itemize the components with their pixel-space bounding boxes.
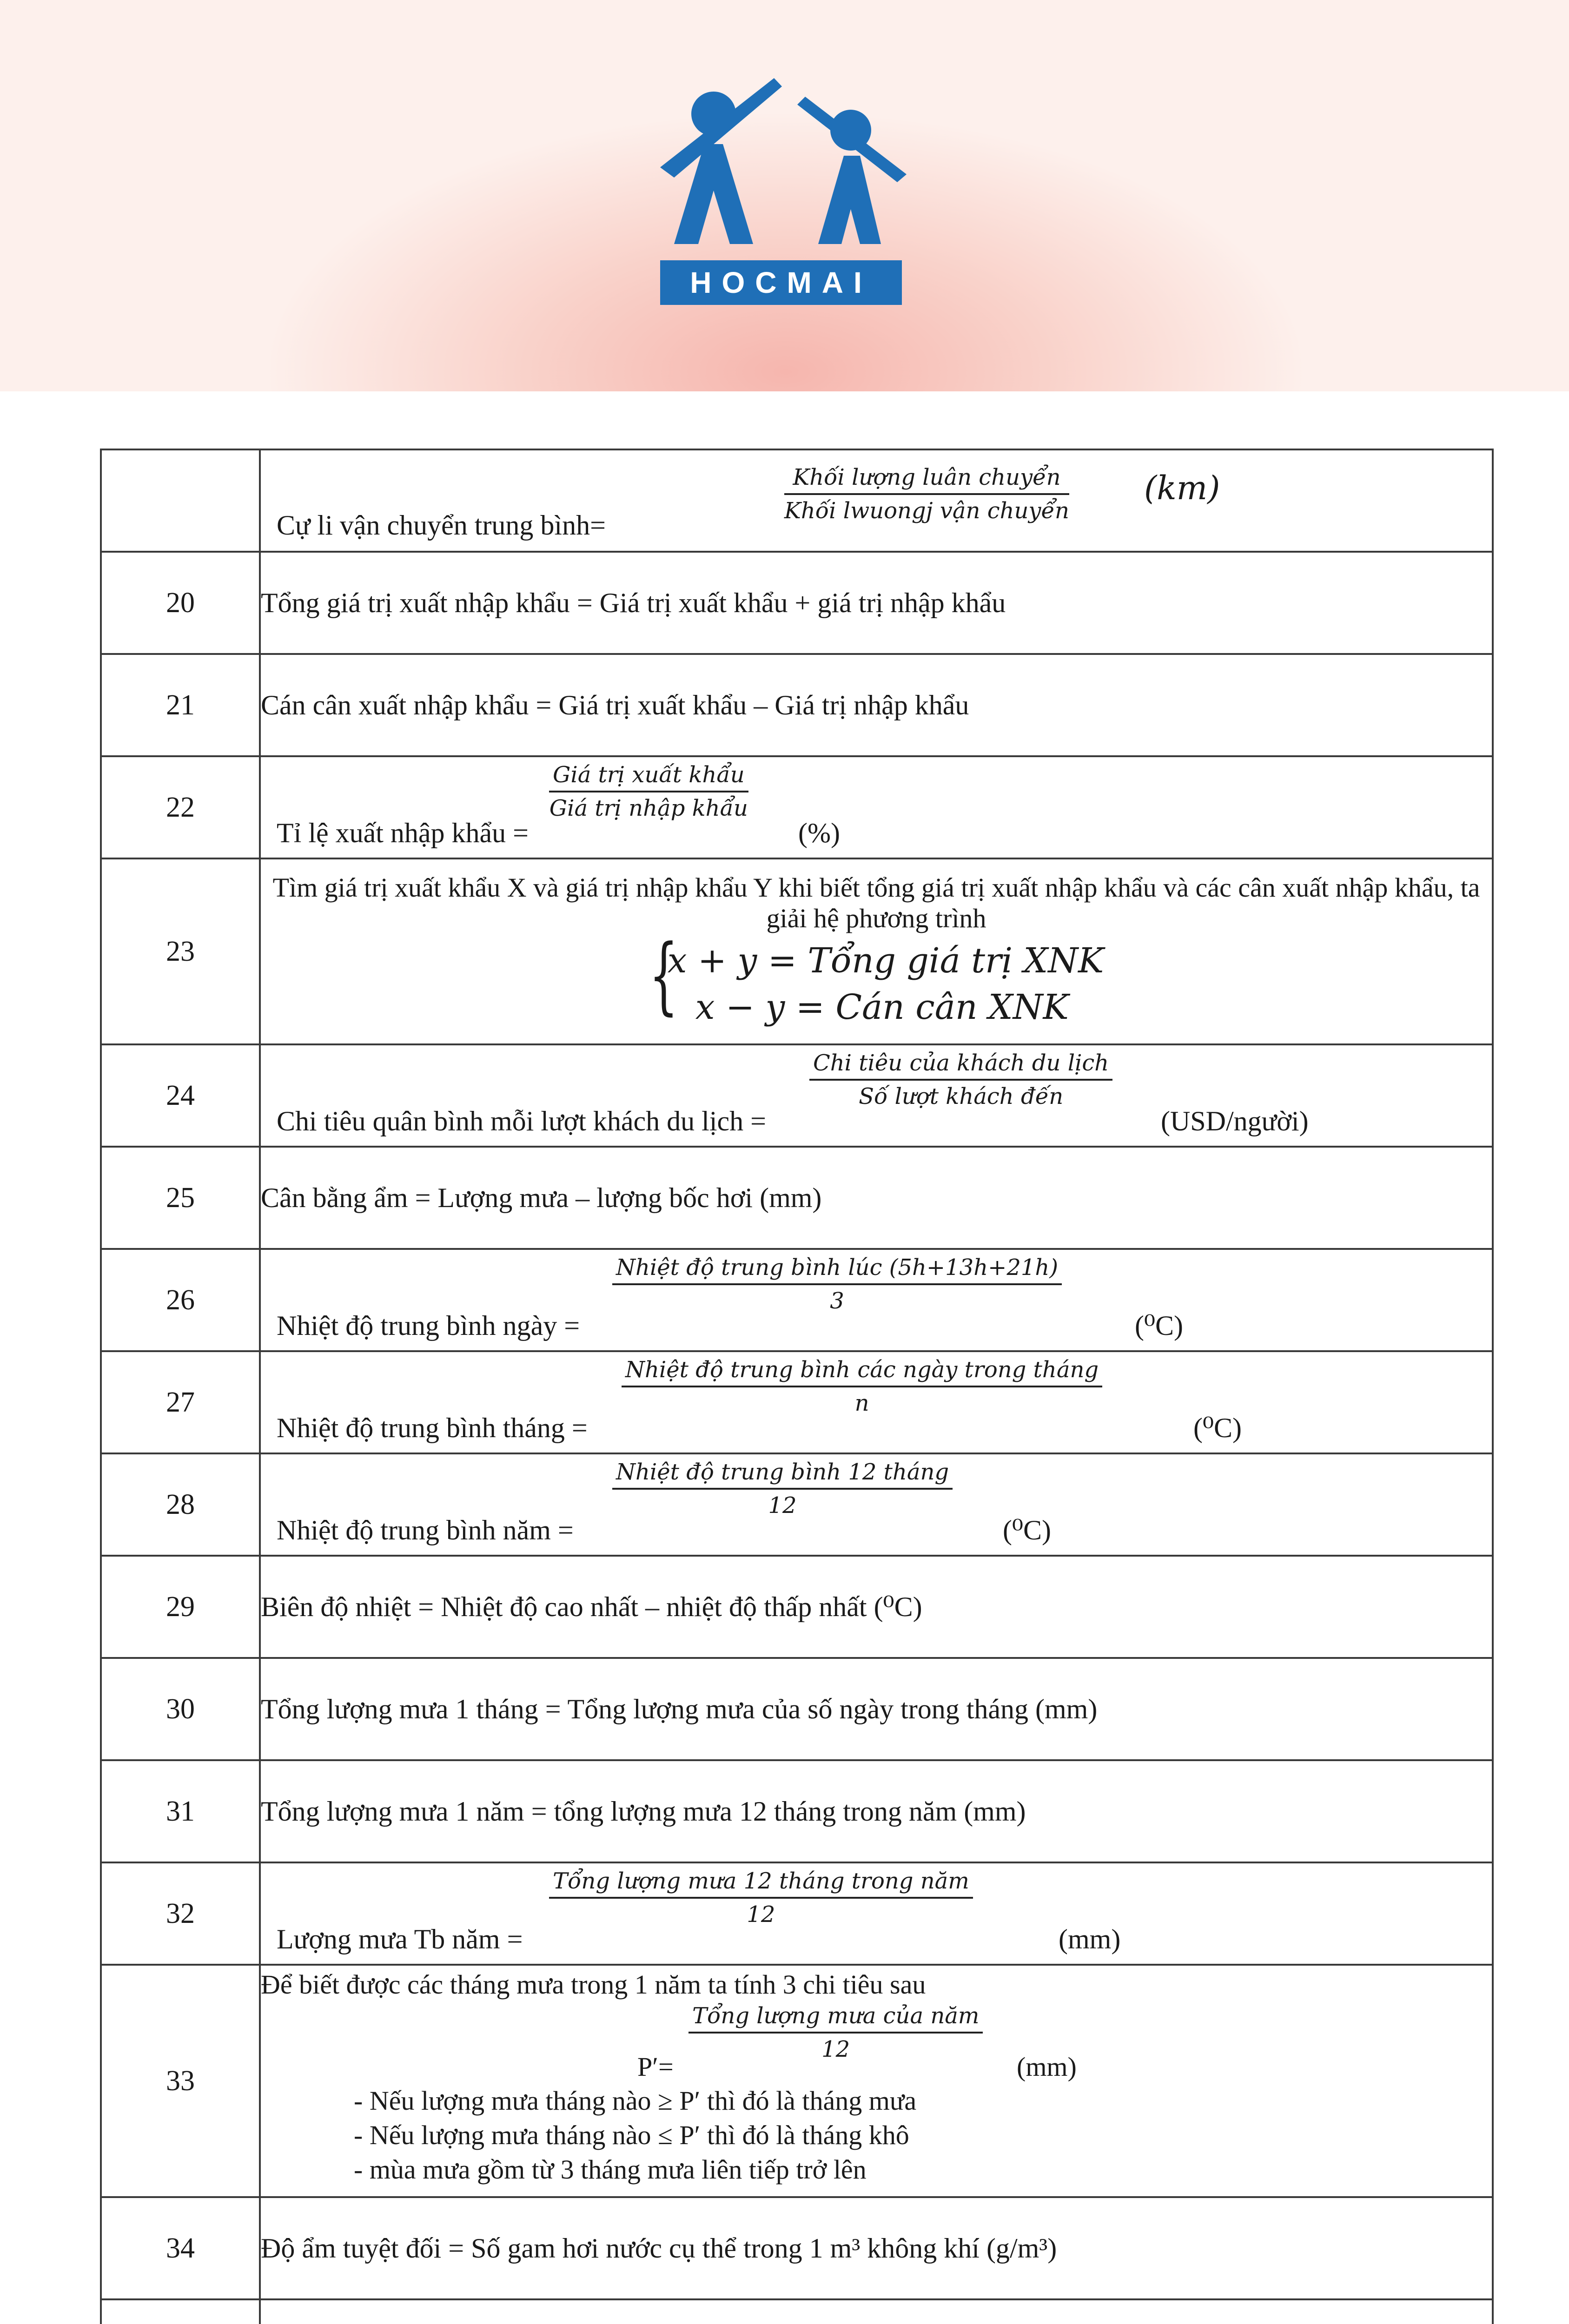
- formula-text: Cân bằng ẩm = Lượng mưa – lượng bốc hơi (mm): [260, 1147, 1493, 1249]
- row-number: 34: [101, 2197, 260, 2299]
- denominator: Giá trị nhập khẩu: [549, 795, 748, 821]
- formula-text: Tổng lượng mưa 1 năm = tổng lượng mưa 12 tháng trong năm (mm): [260, 1760, 1493, 1862]
- denominator: n: [854, 1390, 869, 1416]
- numerator: Khối lượng luân chuyển: [784, 462, 1069, 495]
- table-row: [101, 654, 1493, 756]
- fraction: [689, 2000, 983, 2065]
- row-number: 28: [101, 1453, 260, 1556]
- unit-label: (mm): [1017, 2052, 1077, 2082]
- row-number: 27: [101, 1351, 260, 1453]
- table-row: [101, 1044, 1493, 1147]
- row-number: 25: [101, 1147, 260, 1249]
- fraction: [809, 1047, 1112, 1112]
- numerator: Giá trị xuất khẩu: [549, 759, 748, 792]
- table-row: [101, 1556, 1493, 1658]
- unit-label: (km): [1144, 469, 1220, 507]
- row-number: 30: [101, 1658, 260, 1760]
- formula-intro: Tìm giá trị xuất khẩu X và giá trị nhập khẩu Y khi biết tổng giá trị xuất nhập khẩu và các cân xuất nhập khẩu, ta giải hệ phương trình: [272, 872, 1480, 933]
- row-number: 32: [101, 1862, 260, 1965]
- table-row: [101, 1147, 1493, 1249]
- fraction: [549, 1865, 973, 1930]
- table-row: [101, 1453, 1493, 1556]
- formula-cell: [260, 449, 1493, 552]
- table-row: [101, 1862, 1493, 1965]
- formula-text: Tổng giá trị xuất nhập khẩu = Giá trị xuất khẩu + giá trị nhập khẩu: [260, 552, 1493, 654]
- p-formula: [261, 2000, 1492, 2084]
- formula-label: Tỉ lệ xuất nhập khẩu =: [277, 818, 529, 848]
- formula-label: Nhiệt độ trung bình tháng =: [277, 1413, 588, 1443]
- table-row: [101, 858, 1493, 1044]
- row-number: 31: [101, 1760, 260, 1862]
- formula-cell: [260, 1044, 1493, 1147]
- row-number: 26: [101, 1249, 260, 1351]
- unit-label: (%): [798, 818, 840, 848]
- formula-text: Độ ẩm tuyệt đối = Số gam hơi nước cụ thể trong 1 m³ không khí (g/m³): [260, 2197, 1493, 2299]
- hocmai-wordmark: HOCMAI: [660, 260, 902, 305]
- formula-label: P′=: [637, 2052, 674, 2082]
- equation-1: x + y = Tổng giá trị XNK: [667, 941, 1104, 981]
- numerator: Tổng lượng mưa 12 tháng trong năm: [549, 1865, 973, 1899]
- row-number: 24: [101, 1044, 260, 1147]
- row-number: 20: [101, 552, 260, 654]
- row-number: [101, 449, 260, 552]
- table-row: [101, 1658, 1493, 1760]
- fraction: [612, 1456, 953, 1521]
- list-item: - mùa mưa gồm từ 3 tháng mưa liên tiếp trở lên: [354, 2154, 867, 2185]
- formula-cell: [260, 1965, 1493, 2197]
- denominator: 12: [768, 1492, 797, 1519]
- table-row: [101, 1760, 1493, 1862]
- formula-text: Tổng lượng mưa 1 tháng = Tổng lượng mưa của số ngày trong tháng (mm): [260, 1658, 1493, 1760]
- row-number: [101, 2299, 260, 2324]
- row-number: 23: [101, 858, 260, 1044]
- rainy-month-rules: [261, 2084, 1492, 2187]
- formula-cell: [260, 1249, 1493, 1351]
- formula-cell: [260, 1351, 1493, 1453]
- unit-label: (⁰C): [1193, 1413, 1242, 1443]
- table-row: [101, 1351, 1493, 1453]
- formula-cell: [260, 1862, 1493, 1965]
- formula-text: [260, 2299, 1493, 2324]
- fraction: [549, 759, 748, 824]
- brace-icon: {: [649, 927, 678, 1024]
- row-number: 29: [101, 1556, 260, 1658]
- list-item: - Nếu lượng mưa tháng nào ≤ P′ thì đó là tháng khô: [354, 2120, 909, 2150]
- equation-system: [649, 927, 1104, 1030]
- denominator: Khối lwuongj vận chuyển: [784, 498, 1069, 524]
- fraction: [612, 1252, 1062, 1317]
- row-number: 21: [101, 654, 260, 756]
- equation-2: x − y = Cán cân XNK: [695, 987, 1069, 1027]
- denominator: 3: [830, 1288, 844, 1314]
- fraction: [622, 1354, 1102, 1419]
- numerator: Tổng lượng mưa của năm: [689, 2000, 983, 2034]
- two-people-icon: [660, 74, 911, 260]
- formula-label: Lượng mưa Tb năm =: [277, 1924, 523, 1954]
- table-row: [101, 1965, 1493, 2197]
- table-row: [101, 552, 1493, 654]
- numerator: Nhiệt độ trung bình lúc (5h+13h+21h): [612, 1252, 1062, 1285]
- numerator: Nhiệt độ trung bình 12 tháng: [612, 1456, 953, 1490]
- numerator: Nhiệt độ trung bình các ngày trong tháng: [622, 1354, 1102, 1387]
- unit-label: (⁰C): [1003, 1515, 1052, 1545]
- formula-text: Biên độ nhiệt = Nhiệt độ cao nhất – nhiệt độ thấp nhất (⁰C): [260, 1556, 1493, 1658]
- formula-cell: [260, 858, 1493, 1044]
- table-row: [101, 2197, 1493, 2299]
- hocmai-logo: [660, 74, 911, 307]
- formula-cell: [260, 756, 1493, 858]
- formula-cell: [260, 1453, 1493, 1556]
- formula-text: Cán cân xuất nhập khẩu = Giá trị xuất khẩu – Giá trị nhập khẩu: [260, 654, 1493, 756]
- table-row: [101, 1249, 1493, 1351]
- row-number: 22: [101, 756, 260, 858]
- formula-label: Nhiệt độ trung bình ngày =: [277, 1310, 580, 1341]
- denominator: 12: [747, 1901, 775, 1928]
- table-row: [101, 2299, 1493, 2324]
- formula-label: Nhiệt độ trung bình năm =: [277, 1515, 574, 1545]
- unit-label: (mm): [1059, 1924, 1121, 1954]
- unit-label: (⁰C): [1135, 1310, 1184, 1341]
- formula-label: Cự li vận chuyển trung bình=: [277, 510, 606, 541]
- numerator: Chi tiêu của khách du lịch: [809, 1047, 1112, 1081]
- formula-label: Chi tiêu quân bình mỗi lượt khách du lịch =: [277, 1106, 766, 1136]
- fraction: [784, 462, 1069, 527]
- denominator: 12: [821, 2036, 850, 2062]
- list-item: - Nếu lượng mưa tháng nào ≥ P′ thì đó là tháng mưa: [354, 2086, 917, 2116]
- denominator: Số lượt khách đến: [859, 1083, 1064, 1109]
- table-row: [101, 449, 1493, 552]
- table-row: [101, 756, 1493, 858]
- unit-label: (USD/người): [1161, 1106, 1309, 1136]
- formula-intro: Để biết được các tháng mưa trong 1 năm ta tính 3 chi tiêu sau: [261, 1969, 926, 2000]
- row-number: 33: [101, 1965, 260, 2197]
- formula-table: [100, 449, 1494, 2324]
